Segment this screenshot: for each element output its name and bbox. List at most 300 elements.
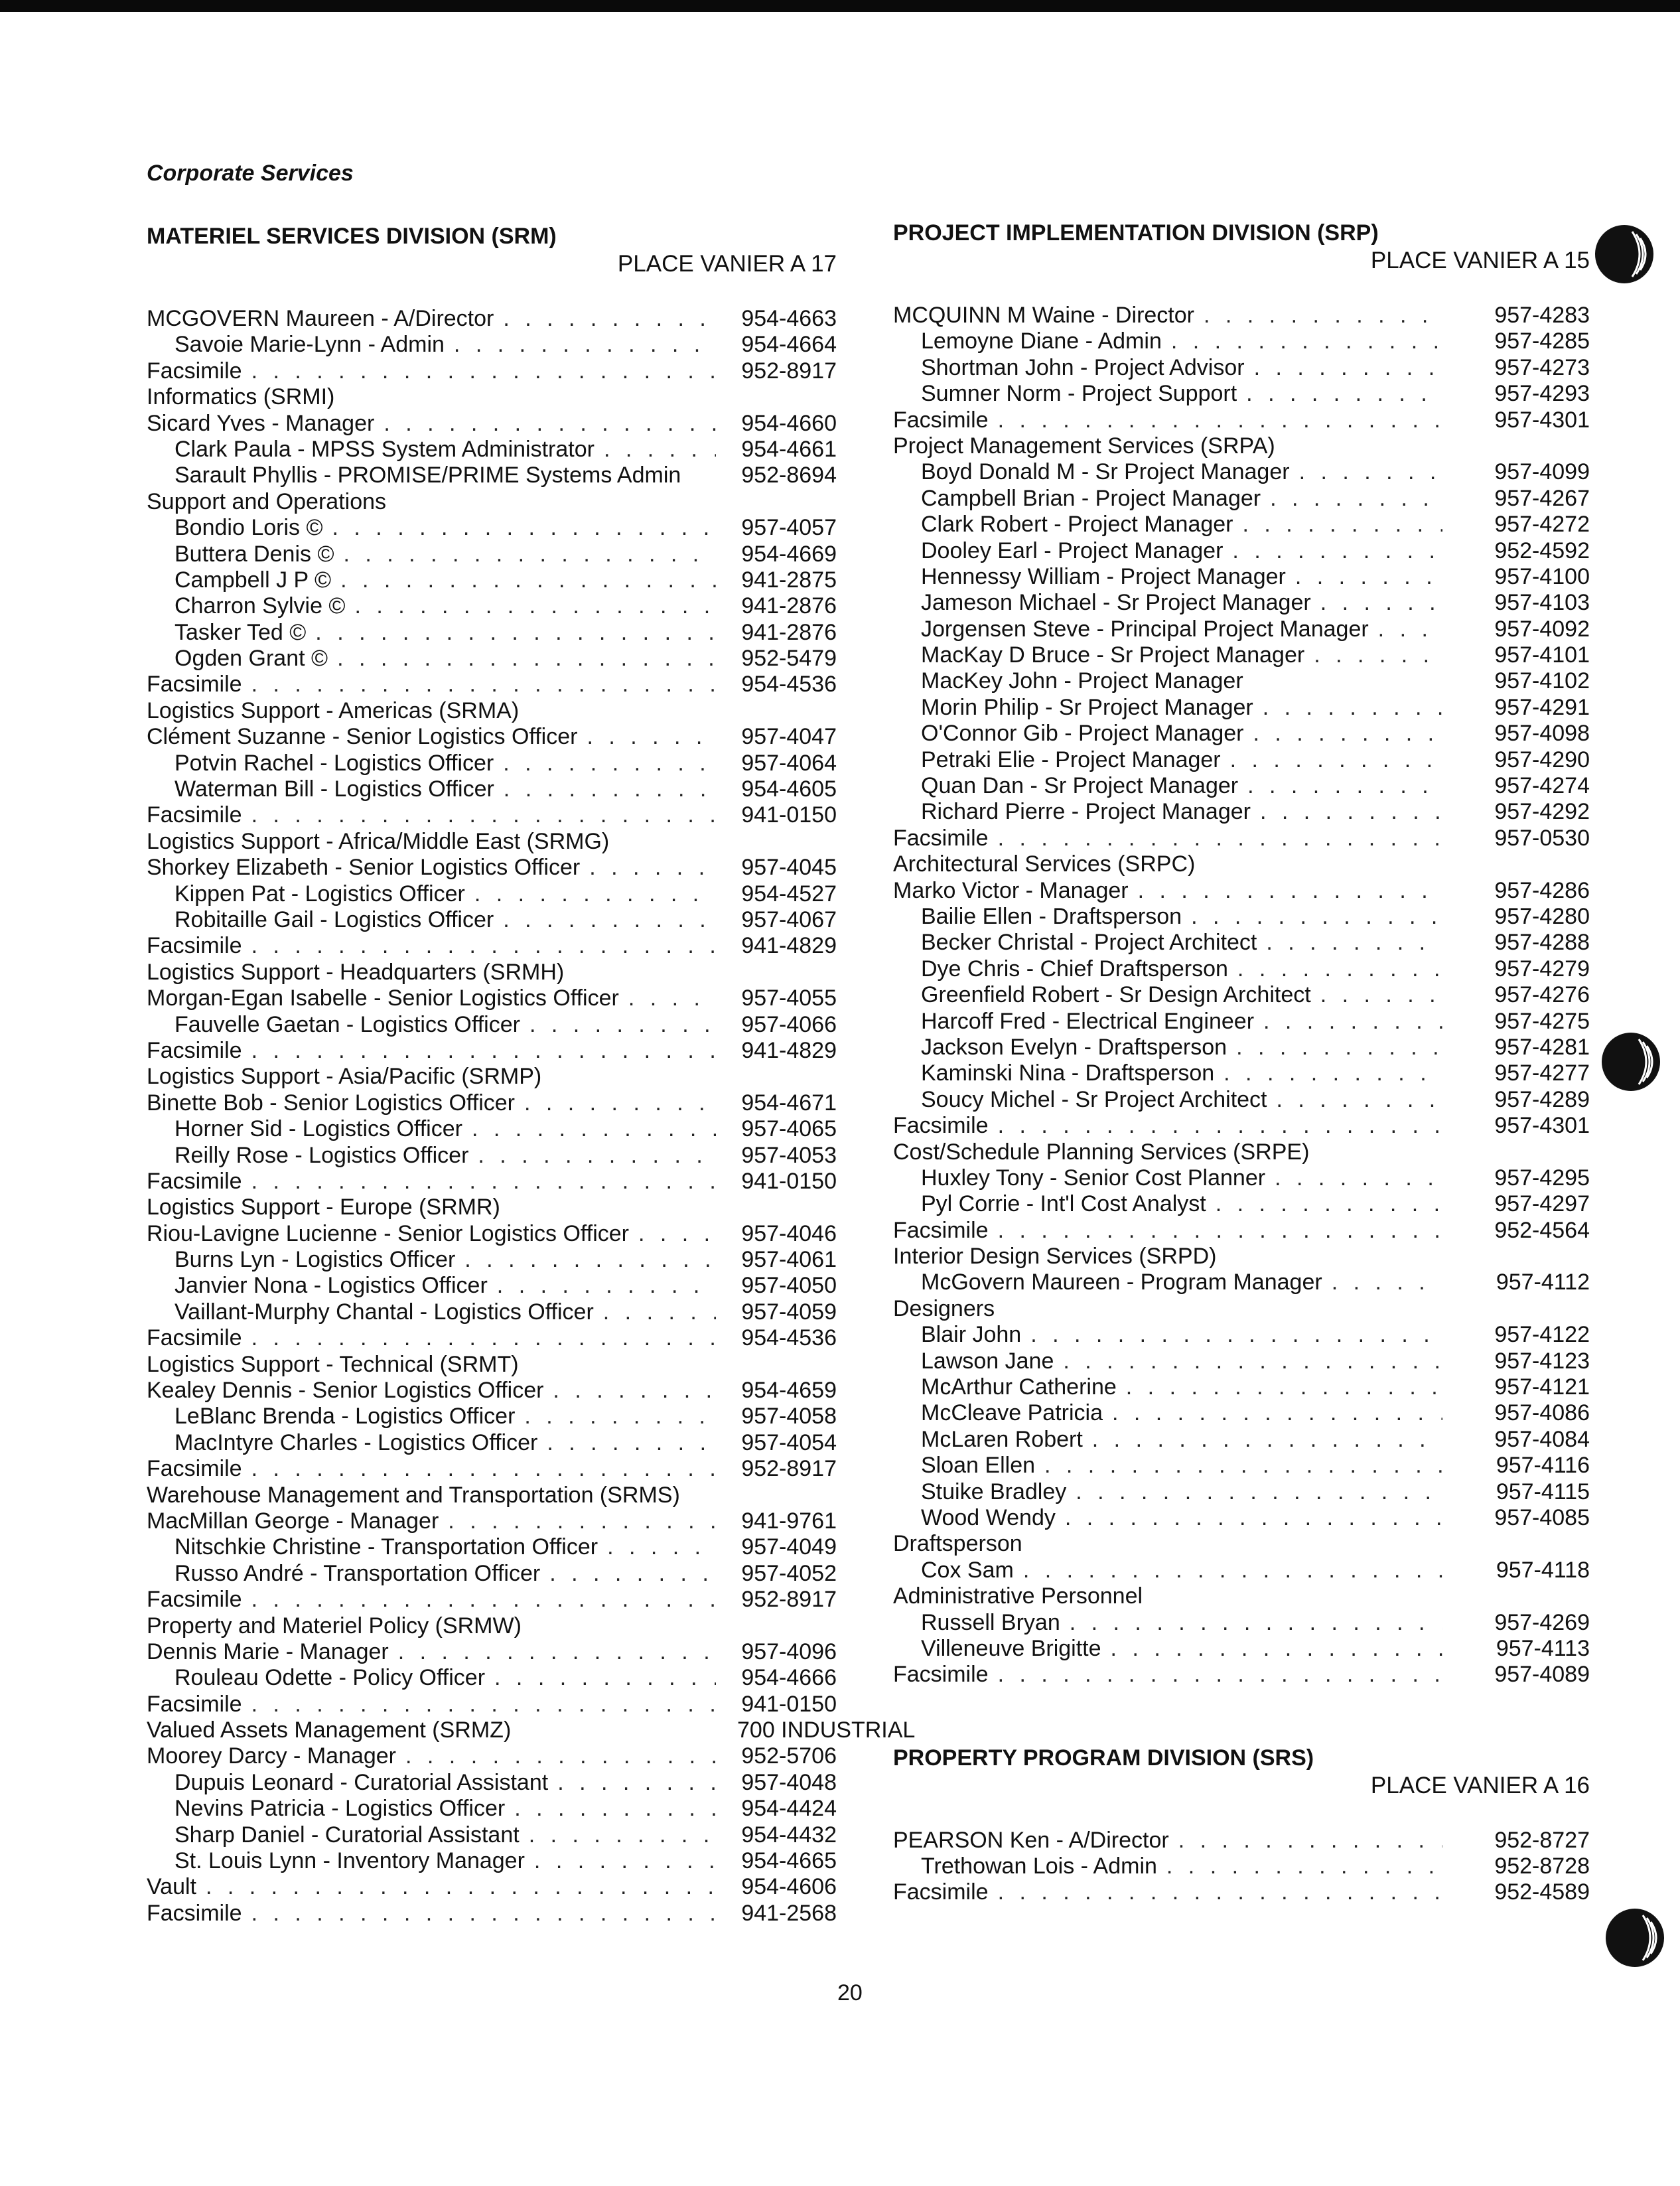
entry-name: Lawson Jane bbox=[921, 1348, 1054, 1374]
directory-entry bbox=[147, 1090, 837, 1116]
entry-name: Janvier Nona - Logistics Officer bbox=[175, 1273, 488, 1299]
dot-leader bbox=[1254, 1009, 1442, 1035]
dot-leader bbox=[1265, 1165, 1442, 1191]
entry-phone: 957-4052 bbox=[741, 1560, 837, 1586]
directory-entry bbox=[147, 1743, 837, 1769]
division-location: PLACE VANIER A 17 bbox=[617, 251, 837, 277]
directory-entry bbox=[893, 721, 1590, 747]
directory-entry bbox=[147, 1038, 837, 1064]
subsection-heading bbox=[893, 1296, 1590, 1322]
directory-entry bbox=[893, 486, 1590, 512]
entry-name: Wood Wendy bbox=[921, 1504, 1056, 1530]
dot-leader bbox=[242, 1901, 716, 1927]
subsection-heading bbox=[147, 1483, 837, 1508]
entry-name: Tasker Ted © bbox=[175, 619, 307, 645]
directory-entry bbox=[147, 1587, 837, 1613]
entry-name: Greenfield Robert - Sr Design Architect bbox=[921, 982, 1311, 1008]
dot-leader bbox=[485, 1665, 716, 1691]
directory-entry bbox=[147, 646, 837, 672]
directory-entry bbox=[893, 1828, 1590, 1854]
dot-leader bbox=[462, 1116, 716, 1142]
dot-leader bbox=[242, 1456, 716, 1482]
directory-entry bbox=[893, 930, 1590, 956]
directory-entry bbox=[147, 620, 837, 646]
subsection-heading bbox=[147, 829, 837, 855]
entry-name: MacKey John - Project Manager bbox=[921, 668, 1243, 694]
entry-name: Facsimile bbox=[893, 407, 989, 433]
dot-leader bbox=[374, 411, 716, 437]
directory-entry bbox=[147, 1770, 837, 1796]
directory-entry bbox=[893, 1060, 1590, 1086]
subsection-heading bbox=[893, 1531, 1590, 1557]
entry-name: Bondio Loris © bbox=[175, 515, 323, 541]
entry-phone: 957-4301 bbox=[1494, 407, 1590, 433]
entry-name: Administrative Personnel bbox=[893, 1583, 1143, 1609]
dot-leader bbox=[1117, 1374, 1442, 1400]
entry-phone: 957-4103 bbox=[1494, 590, 1590, 616]
entry-phone: 957-4085 bbox=[1494, 1504, 1590, 1530]
directory-entry bbox=[893, 328, 1590, 354]
dot-leader bbox=[1157, 1854, 1442, 1879]
entry-phone: 957-4276 bbox=[1494, 982, 1590, 1008]
entry-name: Logistics Support - Americas (SRMA) bbox=[147, 697, 520, 723]
dot-leader bbox=[619, 985, 716, 1011]
entry-name: Interior Design Services (SRPD) bbox=[893, 1244, 1217, 1270]
entry-name: Facsimile bbox=[147, 672, 242, 697]
dot-leader bbox=[540, 1561, 716, 1587]
entry-name: Marko Victor - Manager bbox=[893, 877, 1129, 903]
directory-entry bbox=[147, 332, 837, 358]
entry-name: Shorkey Elizabeth - Senior Logistics Officer bbox=[147, 855, 581, 881]
entry-phone: 957-4285 bbox=[1494, 328, 1590, 354]
directory-entry bbox=[147, 751, 837, 776]
entry-phone: 954-4536 bbox=[741, 1325, 837, 1351]
entry-name: Facsimile bbox=[147, 1037, 242, 1063]
dot-leader bbox=[323, 515, 716, 541]
entry-name: Potvin Rachel - Logistics Officer bbox=[175, 750, 494, 776]
directory-entry bbox=[147, 1221, 837, 1247]
entry-name: Facsimile bbox=[893, 1879, 989, 1905]
directory-entry bbox=[893, 773, 1590, 799]
subsection-heading bbox=[147, 1613, 837, 1639]
entry-phone: 954-4659 bbox=[741, 1378, 837, 1404]
binder-hole-icon bbox=[1592, 222, 1656, 286]
entry-name: McGovern Maureen - Program Manager bbox=[921, 1270, 1322, 1295]
entry-name: Lemoyne Diane - Admin bbox=[921, 328, 1162, 354]
entry-name: Designers bbox=[893, 1295, 995, 1321]
entry-name: MCGOVERN Maureen - A/Director bbox=[147, 306, 494, 331]
entry-phone: 954-4536 bbox=[741, 672, 837, 697]
directory-entry bbox=[893, 407, 1590, 433]
dot-leader bbox=[494, 776, 716, 802]
entry-phone: 954-4660 bbox=[741, 410, 837, 436]
dot-leader bbox=[989, 826, 1442, 851]
entry-name: Ogden Grant © bbox=[175, 646, 328, 672]
entry-name: Morin Philip - Sr Project Manager bbox=[921, 694, 1253, 720]
entry-name: Logistics Support - Technical (SRMT) bbox=[147, 1351, 519, 1377]
directory-entry bbox=[147, 1639, 837, 1665]
directory-entry bbox=[893, 1479, 1590, 1505]
entry-phone: 954-4432 bbox=[741, 1822, 837, 1848]
entry-phone: 957-4047 bbox=[741, 724, 837, 750]
entry-name: Morgan-Egan Isabelle - Senior Logistics Officer bbox=[147, 985, 619, 1011]
entry-name: MacKay D Bruce - Sr Project Manager bbox=[921, 642, 1305, 668]
scan-top-edge bbox=[0, 0, 1680, 12]
directory-entry bbox=[893, 1400, 1590, 1426]
entry-name: O'Connor Gib - Project Manager bbox=[921, 721, 1244, 747]
dot-leader bbox=[494, 306, 716, 332]
dot-leader bbox=[989, 1218, 1442, 1244]
entry-name: Riou-Lavigne Lucienne - Senior Logistics Officer bbox=[147, 1220, 629, 1246]
entry-phone: 957-4121 bbox=[1494, 1374, 1590, 1400]
entry-name: Vault bbox=[147, 1874, 196, 1900]
entry-name: Cox Sam bbox=[921, 1557, 1014, 1583]
entry-name: Villeneuve Brigitte bbox=[921, 1635, 1101, 1661]
entry-name: Project Management Services (SRPA) bbox=[893, 433, 1275, 459]
dot-leader bbox=[1169, 1828, 1442, 1854]
entry-phone: 957-4053 bbox=[741, 1142, 837, 1168]
directory-entry bbox=[893, 695, 1590, 721]
entry-name: Sumner Norm - Project Support bbox=[921, 381, 1237, 407]
dot-leader bbox=[1286, 564, 1442, 590]
entry-phone: 941-9761 bbox=[741, 1508, 837, 1534]
directory-entry bbox=[893, 1191, 1590, 1217]
subsection-heading bbox=[147, 489, 837, 515]
dot-leader bbox=[389, 1639, 716, 1665]
subsection-heading bbox=[147, 698, 837, 724]
directory-entry bbox=[893, 982, 1590, 1008]
dot-leader bbox=[1237, 381, 1442, 407]
entry-name: Facsimile bbox=[147, 933, 242, 959]
dot-leader bbox=[989, 407, 1442, 433]
dot-leader bbox=[1182, 904, 1442, 930]
left-column bbox=[147, 222, 916, 1927]
directory-entry bbox=[147, 1874, 837, 1900]
dot-leader bbox=[1066, 1479, 1442, 1505]
directory-entry bbox=[147, 1169, 837, 1195]
entry-phone: 941-0150 bbox=[741, 802, 837, 828]
entry-name: McArthur Catherine bbox=[921, 1374, 1117, 1400]
division-title: MATERIEL SERVICES DIVISION (SRM) bbox=[147, 224, 557, 249]
dot-leader bbox=[242, 672, 716, 697]
entry-name: Facsimile bbox=[147, 802, 242, 828]
dot-leader bbox=[328, 646, 716, 672]
entry-name: Sharp Daniel - Curatorial Assistant bbox=[175, 1822, 520, 1848]
entry-phone: 957-4058 bbox=[741, 1404, 837, 1429]
dot-leader bbox=[1251, 799, 1442, 825]
dot-leader bbox=[1243, 721, 1442, 747]
dot-leader bbox=[334, 542, 717, 567]
dot-leader bbox=[196, 1874, 716, 1900]
directory-entry bbox=[147, 567, 837, 593]
dot-leader bbox=[505, 1796, 716, 1822]
entry-name: Facsimile bbox=[147, 1325, 242, 1351]
subsection-heading bbox=[147, 384, 837, 410]
directory-entry bbox=[147, 1692, 837, 1717]
subsection-heading bbox=[893, 851, 1590, 877]
entry-name: Logistics Support - Europe (SRMR) bbox=[147, 1195, 500, 1220]
entry-phone: 957-4118 bbox=[1496, 1557, 1590, 1583]
entry-name: Trethowan Lois - Admin bbox=[921, 1854, 1157, 1879]
entry-name: Hennessy William - Project Manager bbox=[921, 563, 1286, 589]
subsection-heading bbox=[147, 960, 837, 985]
dot-leader bbox=[543, 1378, 716, 1404]
entry-phone: 954-4664 bbox=[741, 332, 837, 358]
entry-phone: 941-2876 bbox=[741, 619, 837, 645]
dot-leader bbox=[242, 933, 716, 959]
entry-phone: 957-4279 bbox=[1494, 956, 1590, 982]
dot-leader bbox=[629, 1221, 716, 1247]
directory-entry bbox=[147, 1378, 837, 1404]
entry-name: Soucy Michel - Sr Project Architect bbox=[921, 1086, 1267, 1112]
directory-entry bbox=[147, 1325, 837, 1351]
subsection-heading bbox=[147, 1195, 837, 1220]
dot-leader bbox=[1261, 486, 1442, 512]
directory-entry bbox=[147, 1012, 837, 1038]
dot-leader bbox=[1054, 1348, 1442, 1374]
entry-name: Valued Assets Management (SRMZ) bbox=[147, 1717, 512, 1743]
entry-phone: 954-4666 bbox=[741, 1665, 837, 1691]
dot-leader bbox=[1221, 747, 1442, 773]
entry-phone: 954-4527 bbox=[741, 881, 837, 907]
entry-phone: 957-4115 bbox=[1496, 1479, 1590, 1504]
entry-phone: 957-4067 bbox=[741, 907, 837, 932]
entry-name: Shortman John - Project Advisor bbox=[921, 354, 1245, 380]
entry-name: Dye Chris - Chief Draftsperson bbox=[921, 956, 1228, 982]
spacer bbox=[893, 1800, 1590, 1828]
dot-leader bbox=[396, 1743, 716, 1769]
dot-leader bbox=[1267, 1087, 1442, 1113]
directory-entry bbox=[147, 358, 837, 384]
entry-name: Pyl Corrie - Int'l Cost Analyst bbox=[921, 1191, 1206, 1217]
entry-name: Russo André - Transportation Officer bbox=[175, 1560, 541, 1586]
dot-leader bbox=[445, 332, 716, 358]
entry-phone: 957-4086 bbox=[1494, 1400, 1590, 1426]
spacer bbox=[893, 275, 1590, 303]
entry-name: LeBlanc Brenda - Logistics Officer bbox=[175, 1404, 516, 1429]
dot-leader bbox=[331, 567, 716, 593]
dot-leader bbox=[1322, 1270, 1442, 1295]
entry-phone: 941-2875 bbox=[741, 567, 837, 593]
entry-name: Horner Sid - Logistics Officer bbox=[175, 1116, 462, 1142]
entry-phone: 952-8694 bbox=[741, 463, 837, 488]
directory-entry bbox=[147, 802, 837, 828]
entry-name: MacMillan George - Manager bbox=[147, 1508, 439, 1534]
dot-leader bbox=[1257, 930, 1442, 956]
directory-entry bbox=[893, 512, 1590, 538]
dot-leader bbox=[242, 1587, 716, 1613]
directory-entry bbox=[893, 381, 1590, 407]
directory-entry bbox=[893, 799, 1590, 825]
directory-entry bbox=[893, 668, 1590, 694]
entry-name: Jorgensen Steve - Principal Project Manager bbox=[921, 616, 1369, 642]
entry-name: Facsimile bbox=[893, 1217, 989, 1243]
entry-phone: 954-4671 bbox=[741, 1090, 837, 1116]
dot-leader bbox=[515, 1404, 716, 1429]
entry-name: Huxley Tony - Senior Cost Planner bbox=[921, 1165, 1266, 1191]
dot-leader bbox=[242, 1169, 716, 1195]
entry-name: McLaren Robert bbox=[921, 1426, 1083, 1452]
entry-phone: 941-4829 bbox=[741, 1037, 837, 1063]
directory-entry bbox=[147, 672, 837, 697]
directory-entry bbox=[893, 1505, 1590, 1531]
directory-entry bbox=[893, 642, 1590, 668]
directory-entry bbox=[893, 1427, 1590, 1453]
entry-phone: 957-4057 bbox=[741, 515, 837, 541]
entry-phone: 957-4099 bbox=[1494, 459, 1590, 485]
entry-name: Petraki Elie - Project Manager bbox=[921, 747, 1221, 772]
entry-phone: 954-4605 bbox=[741, 776, 837, 802]
entry-phone: 957-4061 bbox=[741, 1247, 837, 1273]
dot-leader bbox=[242, 802, 716, 828]
entry-name: Clark Paula - MPSS System Administrator bbox=[175, 436, 595, 462]
entry-name: Logistics Support - Headquarters (SRMH) bbox=[147, 959, 565, 985]
entry-phone: 952-8728 bbox=[1494, 1854, 1590, 1879]
dot-leader bbox=[1021, 1322, 1442, 1348]
directory-entry bbox=[893, 1035, 1590, 1060]
dot-leader bbox=[1223, 538, 1442, 564]
directory-entry bbox=[147, 463, 837, 488]
entry-name: Bailie Ellen - Draftsperson bbox=[921, 903, 1182, 929]
directory-entry bbox=[893, 747, 1590, 773]
entry-phone: 952-8917 bbox=[741, 1456, 837, 1482]
subsection-heading bbox=[893, 1244, 1590, 1270]
entry-name: MacIntyre Charles - Logistics Officer bbox=[175, 1429, 538, 1455]
entry-phone: 954-4663 bbox=[741, 306, 837, 331]
entry-name: Facsimile bbox=[893, 1662, 989, 1688]
dot-leader bbox=[989, 1662, 1442, 1688]
entry-name: Clark Robert - Project Manager bbox=[921, 512, 1233, 538]
entry-phone: 957-4098 bbox=[1494, 721, 1590, 747]
directory-entry bbox=[147, 1508, 837, 1534]
right-column bbox=[893, 219, 1590, 1906]
dot-leader bbox=[1228, 956, 1442, 982]
dot-leader bbox=[1056, 1505, 1442, 1531]
section-title: Corporate Services bbox=[147, 161, 354, 186]
entry-name: PEARSON Ken - A/Director bbox=[893, 1827, 1169, 1853]
dot-leader bbox=[580, 855, 716, 881]
entry-phone: 957-4272 bbox=[1494, 512, 1590, 538]
directory-entry bbox=[147, 1247, 837, 1273]
dot-leader bbox=[1311, 982, 1442, 1008]
dot-leader bbox=[1227, 1035, 1442, 1060]
entry-phone: 957-4290 bbox=[1494, 747, 1590, 772]
entry-phone: 700 INDUSTRIAL bbox=[737, 1717, 916, 1743]
dot-leader bbox=[598, 1534, 716, 1560]
entry-name: Moorey Darcy - Manager bbox=[147, 1743, 397, 1769]
directory-entry bbox=[893, 459, 1590, 485]
dot-leader bbox=[1035, 1453, 1442, 1479]
subsection-heading bbox=[893, 1139, 1590, 1165]
directory-entry bbox=[147, 1717, 916, 1743]
directory-entry bbox=[893, 1453, 1590, 1479]
dot-leader bbox=[494, 907, 716, 933]
entry-phone: 957-4049 bbox=[741, 1534, 837, 1560]
entry-phone: 952-5479 bbox=[741, 646, 837, 672]
directory-entry bbox=[147, 1404, 837, 1429]
dot-leader bbox=[1162, 328, 1442, 354]
dot-leader bbox=[548, 1770, 716, 1796]
dot-leader bbox=[1214, 1060, 1442, 1086]
entry-phone: 957-4059 bbox=[741, 1299, 837, 1325]
entry-name: MCQUINN M Waine - Director bbox=[893, 303, 1194, 328]
entry-name: Stuike Bradley bbox=[921, 1479, 1067, 1504]
directory-entry bbox=[893, 1374, 1590, 1400]
dot-leader bbox=[468, 1143, 716, 1169]
dot-leader bbox=[594, 1299, 716, 1325]
entry-phone: 957-4277 bbox=[1494, 1060, 1590, 1086]
entry-name: Charron Sylvie © bbox=[175, 593, 346, 619]
directory-entry bbox=[893, 564, 1590, 590]
directory-entry bbox=[147, 1273, 837, 1299]
entry-name: Kealey Dennis - Senior Logistics Officer bbox=[147, 1378, 544, 1404]
entry-name: Campbell Brian - Project Manager bbox=[921, 485, 1261, 511]
entry-phone: 957-4092 bbox=[1494, 616, 1590, 642]
entry-name: Informatics (SRMI) bbox=[147, 384, 335, 410]
entry-phone: 952-4589 bbox=[1494, 1879, 1590, 1905]
dot-leader bbox=[1233, 512, 1442, 538]
entry-phone: 957-4292 bbox=[1494, 799, 1590, 825]
dot-leader bbox=[989, 1113, 1442, 1139]
binder-hole-icon bbox=[1599, 1030, 1663, 1094]
spacer bbox=[147, 278, 837, 306]
entry-phone: 957-4122 bbox=[1494, 1322, 1590, 1348]
entry-phone: 941-0150 bbox=[741, 1691, 837, 1717]
entry-name: McCleave Patricia bbox=[921, 1400, 1103, 1426]
entry-phone: 957-4293 bbox=[1494, 381, 1590, 407]
directory-entry bbox=[147, 437, 837, 463]
entry-name: Buttera Denis © bbox=[175, 541, 334, 567]
dot-leader bbox=[1129, 878, 1442, 904]
entry-name: Facsimile bbox=[893, 1113, 989, 1139]
directory-entry bbox=[147, 776, 837, 802]
dot-leader bbox=[1101, 1636, 1442, 1662]
dot-leader bbox=[989, 1879, 1442, 1905]
entry-phone: 957-4050 bbox=[741, 1273, 837, 1299]
directory-entry bbox=[147, 1299, 837, 1325]
directory-entry bbox=[893, 1322, 1590, 1348]
directory-entry bbox=[147, 515, 837, 541]
entry-name: Boyd Donald M - Sr Project Manager bbox=[921, 459, 1290, 485]
directory-entry bbox=[893, 1087, 1590, 1113]
entry-name: Facsimile bbox=[147, 1456, 242, 1482]
dot-leader bbox=[1103, 1400, 1442, 1426]
dot-leader bbox=[465, 881, 716, 907]
directory-entry bbox=[893, 538, 1590, 564]
entry-phone: 957-4066 bbox=[741, 1011, 837, 1037]
directory-entry bbox=[893, 878, 1590, 904]
entry-name: Architectural Services (SRPC) bbox=[893, 851, 1196, 877]
entry-phone: 957-4046 bbox=[741, 1220, 837, 1246]
entry-name: Sarault Phyllis - PROMISE/PRIME Systems Admin bbox=[175, 463, 681, 488]
division-location: PLACE VANIER A 16 bbox=[1370, 1772, 1590, 1798]
directory-entry bbox=[893, 1879, 1590, 1905]
spacer bbox=[893, 1688, 1590, 1716]
dot-leader bbox=[577, 724, 716, 750]
entry-phone: 957-4048 bbox=[741, 1769, 837, 1795]
entry-phone: 957-4291 bbox=[1494, 694, 1590, 720]
dot-leader bbox=[1238, 773, 1442, 799]
entry-name: Kippen Pat - Logistics Officer bbox=[175, 881, 465, 907]
dot-leader bbox=[1194, 303, 1442, 328]
entry-name: Rouleau Odette - Policy Officer bbox=[175, 1665, 486, 1691]
entry-name: Binette Bob - Senior Logistics Officer bbox=[147, 1090, 515, 1116]
directory-entry bbox=[893, 303, 1590, 328]
page-number: 20 bbox=[837, 1980, 863, 2005]
directory-entry bbox=[893, 1270, 1590, 1295]
directory-entry bbox=[147, 593, 837, 619]
directory-entry bbox=[147, 985, 837, 1011]
